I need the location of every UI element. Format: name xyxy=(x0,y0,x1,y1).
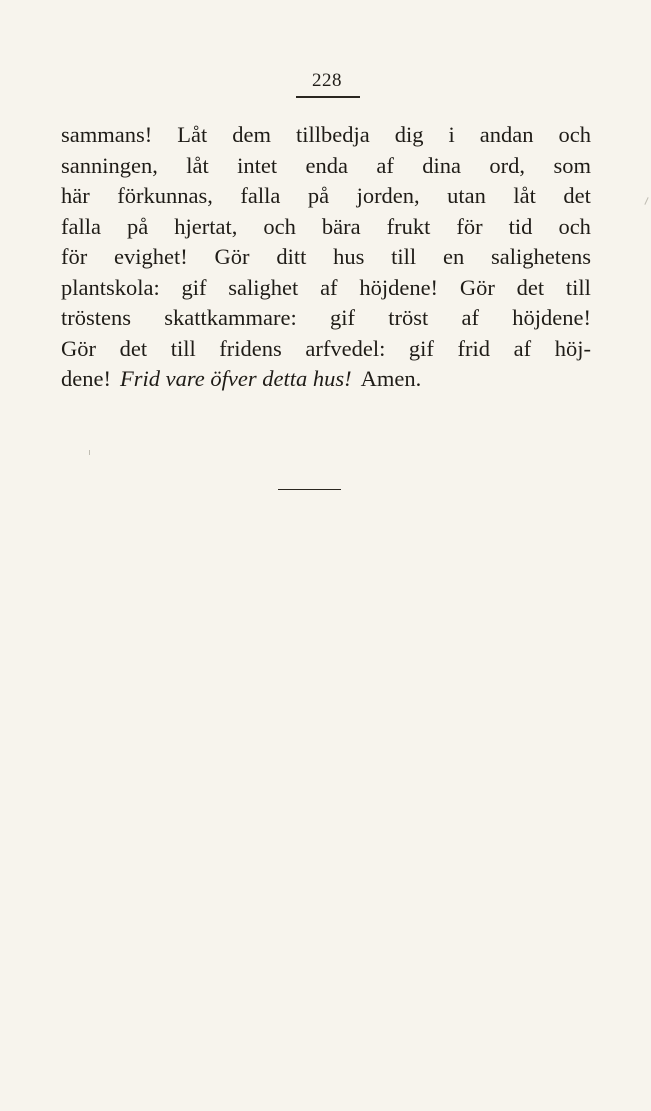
word: och xyxy=(263,213,296,239)
text-line xyxy=(61,364,591,395)
word: af xyxy=(461,305,480,330)
word: förkunnas, xyxy=(117,183,213,208)
word: höj- xyxy=(554,335,591,361)
word: tröstens xyxy=(61,305,131,330)
text-line xyxy=(61,303,591,334)
paper-speck xyxy=(644,197,648,205)
word: hjertat, xyxy=(174,213,238,239)
word: dig xyxy=(394,122,424,147)
word: gif xyxy=(408,335,434,361)
word: dene! xyxy=(61,366,111,391)
word: till xyxy=(565,274,591,300)
word: på xyxy=(307,183,330,208)
word: sanningen, xyxy=(61,152,158,178)
word: sammans! xyxy=(61,122,153,147)
text-line xyxy=(61,181,591,212)
word: för xyxy=(61,244,88,269)
word: Gör xyxy=(61,335,96,361)
word: plantskola: xyxy=(61,274,160,300)
word: utan xyxy=(447,183,486,208)
word: tid xyxy=(508,213,533,239)
word: fridens xyxy=(219,335,282,361)
word: det xyxy=(563,183,591,208)
word: Låt xyxy=(177,122,208,147)
word: det xyxy=(119,335,148,361)
word: som xyxy=(553,152,591,178)
page-number-rule xyxy=(296,96,360,98)
word: här xyxy=(61,183,90,208)
text-line xyxy=(61,151,591,182)
word: salighetens xyxy=(490,244,591,269)
word: dina xyxy=(422,152,462,178)
word: hus xyxy=(333,244,365,269)
word: Gör xyxy=(459,274,495,300)
text-line xyxy=(61,212,591,243)
word: på xyxy=(126,213,149,239)
word: i xyxy=(448,122,455,147)
word: tillbedja xyxy=(295,122,370,147)
text-line xyxy=(61,334,591,365)
word: höjdene! xyxy=(512,305,591,330)
word: salighet xyxy=(228,274,299,300)
word: dem xyxy=(232,122,271,147)
word: arfvedel: xyxy=(305,335,386,361)
word: skattkammare: xyxy=(164,305,297,330)
word: och xyxy=(558,122,591,147)
word: gif xyxy=(181,274,207,300)
word: falla xyxy=(240,183,281,208)
word: af xyxy=(376,152,394,178)
paper-speck xyxy=(89,450,90,455)
word: det xyxy=(516,274,545,300)
word: af xyxy=(320,274,338,300)
word: Gör xyxy=(214,244,250,269)
page-number: 228 xyxy=(312,70,342,91)
word: jorden, xyxy=(356,183,420,208)
word: höjdene! xyxy=(359,274,439,300)
word: ord, xyxy=(489,152,526,178)
body-text xyxy=(61,120,591,395)
text-line xyxy=(61,273,591,304)
word: till xyxy=(391,244,417,269)
italic-phrase: Frid vare öfver detta hus! xyxy=(119,366,352,391)
word: falla xyxy=(61,213,101,239)
text-line xyxy=(61,120,591,151)
word: evighet! xyxy=(114,244,188,269)
word: enda xyxy=(305,152,349,178)
word: en xyxy=(442,244,465,269)
word: frid xyxy=(457,335,491,361)
text-line xyxy=(61,242,591,273)
word: ditt xyxy=(276,244,307,269)
word: låt xyxy=(513,183,536,208)
word: gif xyxy=(329,305,355,330)
word: Amen. xyxy=(360,366,422,391)
word: intet xyxy=(237,152,278,178)
word: af xyxy=(513,335,532,361)
word: och xyxy=(558,213,591,239)
word: andan xyxy=(479,122,534,147)
word: för xyxy=(456,213,483,239)
word: låt xyxy=(186,152,209,178)
word: frukt xyxy=(386,213,431,239)
word: till xyxy=(170,335,196,361)
word: tröst xyxy=(388,305,429,330)
end-rule xyxy=(278,489,341,490)
word: bära xyxy=(321,213,361,239)
